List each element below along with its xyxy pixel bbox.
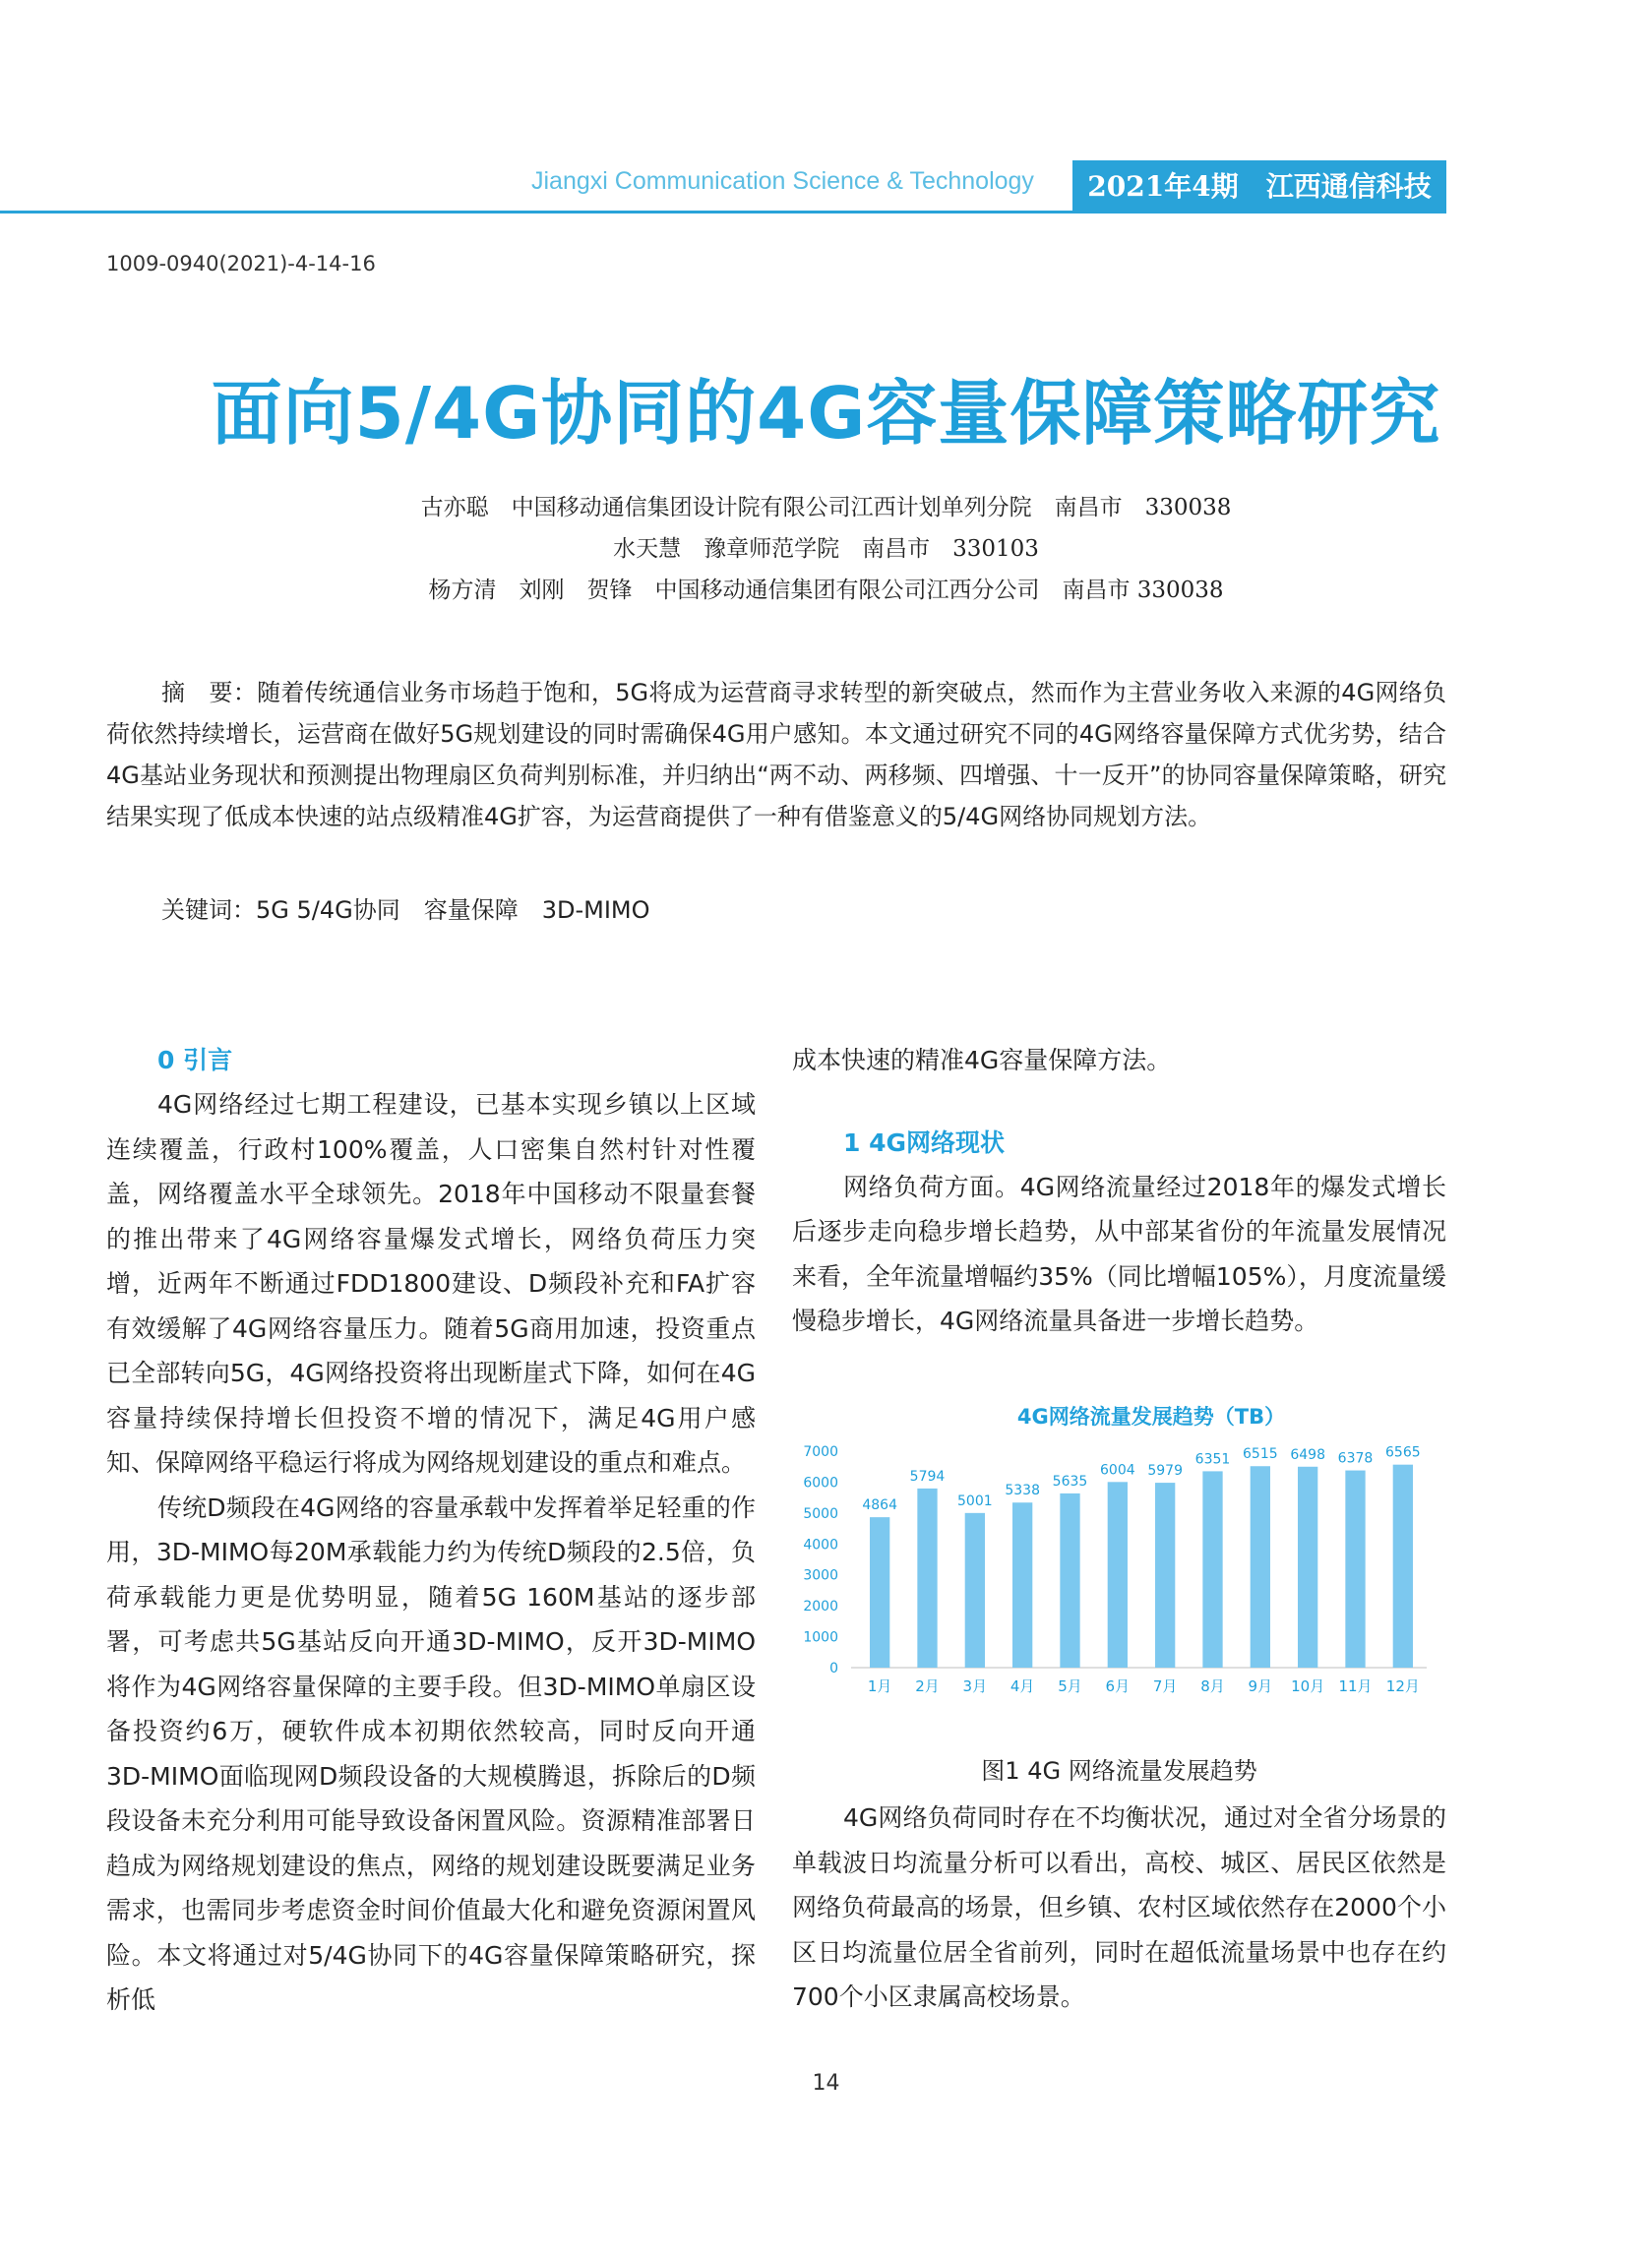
y-tick-label: 6000 (803, 1475, 838, 1492)
author-line: 水天慧 豫章师范学院 南昌市 330103 (613, 536, 1039, 562)
x-tick-label: 2月 (915, 1677, 940, 1695)
paragraph: 4G网络经过七期工程建设，已基本实现乡镇以上区域连续覆盖，行政村100%覆盖，人口密集自然村针对性覆盖，网络覆盖水平全球领先。2018年中国移动不限量套餐的推出带来了4G网络容量爆发式增长，网络负荷压力突增，近两年不断通过FDD1800建设、D频段补充和FA扩容有效缓解了4G网络容量压力。随着5G商用加速，投资重点已全部转向5G，4G网络投资将出现断崖式下降，如何在4G容量持续保持增长但投资不增的情况下，满足4G用户感知、保障网络平稳运行将成为网络规划建设的重点和难点。 (106, 1090, 756, 1477)
page-number: 14 (812, 2071, 840, 2096)
chart-bar (1393, 1465, 1413, 1668)
figure-caption: 图1 4G 网络流量发展趋势 (981, 1757, 1257, 1785)
paper-title: 面向5/4G协同的4G容量保障策略研究 (211, 372, 1441, 455)
data-label: 5979 (1147, 1463, 1183, 1480)
chart-bar (1345, 1471, 1365, 1668)
data-label: 6378 (1337, 1450, 1374, 1467)
data-label: 6515 (1243, 1446, 1278, 1463)
x-tick-label: 1月 (867, 1677, 892, 1695)
y-tick-label: 1000 (803, 1629, 838, 1646)
abstract-text: 摘 要：随着传统通信业务市场趋于饱和，5G将成为运营商寻求转型的新突破点，然而作为主营业务收入来源的4G网络负荷依然持续增长，运营商在做好5G规划建设的同时需确保4G用户感知。本文通过研究不同的4G网络容量保障方式优劣势，结合4G基站业务现状和预测提出物理扇区负荷判别标准，并归纳出“两不动、两移频、四增强、十一反开”的协同容量保障策略，研究结果实现了低成本快速的站点级精准4G扩容，为运营商提供了一种有借鉴意义的5/4G网络协同规划方法。 (106, 679, 1446, 830)
chart-bar (1060, 1493, 1079, 1668)
abstract (106, 672, 1446, 837)
paragraph-continuation: 成本快速的精准4G容量保障方法。 (792, 1046, 1172, 1074)
x-tick-label: 7月 (1152, 1677, 1178, 1695)
article-code: 1009-0940(2021)-4-14-16 (106, 252, 376, 275)
chart-bar (965, 1513, 985, 1668)
data-label: 5635 (1052, 1473, 1088, 1490)
y-tick-label: 7000 (803, 1444, 838, 1460)
chart-bar (917, 1489, 937, 1668)
x-tick-label: 10月 (1291, 1677, 1325, 1695)
author-line: 古亦聪 中国移动通信集团设计院有限公司江西计划单列分院 南昌市 330038 (420, 495, 1232, 520)
section-heading: 0 引言 (157, 1046, 233, 1074)
author-block (0, 487, 1652, 611)
x-tick-label: 4月 (1010, 1677, 1035, 1695)
traffic-bar-chart (797, 1402, 1446, 1727)
journal-name-en: Jiangxi Communication Science & Technology (531, 167, 1034, 195)
data-label: 5794 (909, 1468, 946, 1485)
data-label: 6565 (1385, 1444, 1421, 1461)
author-line: 杨方清 刘刚 贺锋 中国移动通信集团有限公司江西分公司 南昌市 330038 (428, 578, 1224, 603)
y-tick-label: 2000 (803, 1599, 838, 1615)
keywords: 关键词：5G 5/4G协同 容量保障 3D-MIMO (161, 896, 650, 924)
paragraph: 网络负荷方面。4G网络流量经过2018年的爆发式增长后逐步走向稳步增长趋势，从中部某省份的年流量发展情况来看，全年流量增幅约35%（同比增幅105%），月度流量缓慢稳步增长，4G网络流量具备进一步增长趋势。 (792, 1172, 1446, 1335)
data-label: 4864 (862, 1497, 897, 1514)
data-label: 6351 (1194, 1451, 1231, 1468)
right-column-lower (792, 1796, 1446, 2020)
x-tick-label: 8月 (1200, 1677, 1225, 1695)
journal-issue-badge: 2021年4期 江西通信科技 (1072, 160, 1446, 213)
chart-bar (1298, 1467, 1317, 1668)
paragraph: 传统D频段在4G网络的容量承载中发挥着举足轻重的作用，3D-MIMO每20M承载能力约为传统D频段的2.5倍，负荷承载能力更是优势明显，随着5G 160M基站的逐步部署，可考虑共5G基站反向开通3D-MIMO，反开3D-MIMO将作为4G网络容量保障的主要手段。但3D-MIMO单扇区设备投资约6万，硬软件成本初期依然较高，同时反向开通3D-MIMO面临现网D频段设备的大规模腾退，拆除后的D频段设备未充分利用可能导致设备闲置风险。资源精准部署日趋成为网络规划建设的焦点，网络的规划建设既要满足业务需求，也需同步考虑资金时间价值最大化和避免资源闲置风险。本文将通过对5/4G协同下的4G容量保障策略研究，探析低 (106, 1493, 756, 2014)
left-column (106, 1038, 756, 2023)
chart-title: 4G网络流量发展趋势（TB） (1016, 1405, 1286, 1429)
y-tick-label: 3000 (803, 1567, 838, 1584)
y-tick-label: 5000 (803, 1505, 838, 1522)
paragraph: 4G网络负荷同时存在不均衡状况，通过对全省分场景的单载波日均流量分析可以看出，高校、城区、居民区依然是网络负荷最高的场景，但乡镇、农村区域依然存在2000个小区日均流量位居全省前列，同时在超低流量场景中也存在约700个小区隶属高校场景。 (792, 1803, 1446, 2011)
chart-bar (870, 1517, 889, 1668)
x-tick-label: 3月 (962, 1677, 988, 1695)
chart-bar (1251, 1466, 1270, 1668)
right-column (792, 1038, 1446, 1344)
x-tick-label: 5月 (1058, 1677, 1082, 1695)
traffic-chart (797, 1402, 1446, 1727)
x-tick-label: 6月 (1105, 1677, 1131, 1695)
section-heading: 1 4G网络现状 (843, 1128, 1006, 1157)
data-label: 6498 (1290, 1446, 1325, 1463)
y-tick-label: 0 (829, 1661, 838, 1676)
chart-bar (1012, 1502, 1032, 1668)
chart-bar (1202, 1471, 1222, 1668)
x-tick-label: 9月 (1248, 1677, 1273, 1695)
x-tick-label: 12月 (1385, 1677, 1420, 1695)
chart-bar (1108, 1482, 1128, 1668)
data-label: 5338 (1005, 1483, 1040, 1499)
y-tick-label: 4000 (803, 1537, 838, 1554)
data-label: 6004 (1100, 1462, 1135, 1479)
data-label: 5001 (957, 1493, 993, 1509)
chart-bar (1155, 1483, 1175, 1668)
x-tick-label: 11月 (1338, 1677, 1373, 1695)
